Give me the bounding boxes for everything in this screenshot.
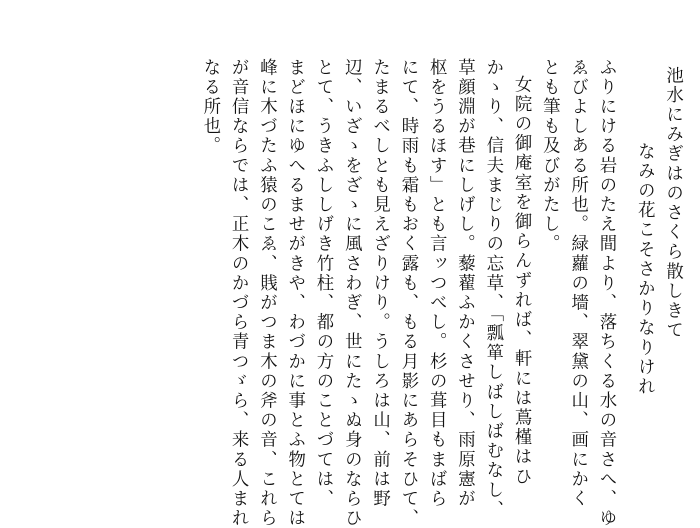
- body-line-1: ふりにける岩のたえ間より、落ちくる水の音さへ、ゆ: [595, 58, 616, 528]
- body-line-2: ゑびよしある所也。緑蘿の墻、翠黛の山、画にかく: [567, 58, 588, 509]
- body-line-13: 峰に木づたふ猿のこゑ、賎がつま木の斧の音、これら: [256, 58, 277, 528]
- poem-line-2: なみの花こそさかりなりけれ: [634, 142, 655, 397]
- body-line-4: 女院の御庵室を御らんずれば、軒には蔦槿はひ: [511, 75, 532, 487]
- body-line-3: とも筆も及びがたし。: [539, 58, 560, 254]
- poem-line-1: 池水にみぎはのさくら散しきて: [662, 66, 683, 341]
- body-line-12: まどほにゆへるませがきや、わづかに事とふ物とては: [284, 58, 305, 528]
- body-line-15: なる所也。: [199, 58, 220, 156]
- body-line-14: が音信ならでは、正木のかづら青つゞら、来る人まれ: [228, 58, 249, 528]
- body-line-10: 辺、いざゝをざゝに風さわぎ、世にたゝぬ身のならひ: [341, 58, 362, 528]
- body-line-7: 枢をうるほす」とも言ッつべし。杉の葺目もまばら: [426, 58, 447, 509]
- body-line-6: 草顔淵が巷にしげし。藜藋ふかくさせり、雨原憲が: [454, 58, 475, 509]
- body-line-11: とて、うきふししげき竹柱、都の方のことづては、: [313, 58, 333, 509]
- body-line-5: かゝり、信夫まじりの忘草、「瓢箪しばしばむなし、: [482, 58, 503, 520]
- body-line-8: にて、時雨も霜もおく露も、もる月影にあらそひて、: [397, 58, 418, 528]
- body-line-9: たまるべしとも見えざりけり。うしろは山、前は野: [369, 58, 390, 509]
